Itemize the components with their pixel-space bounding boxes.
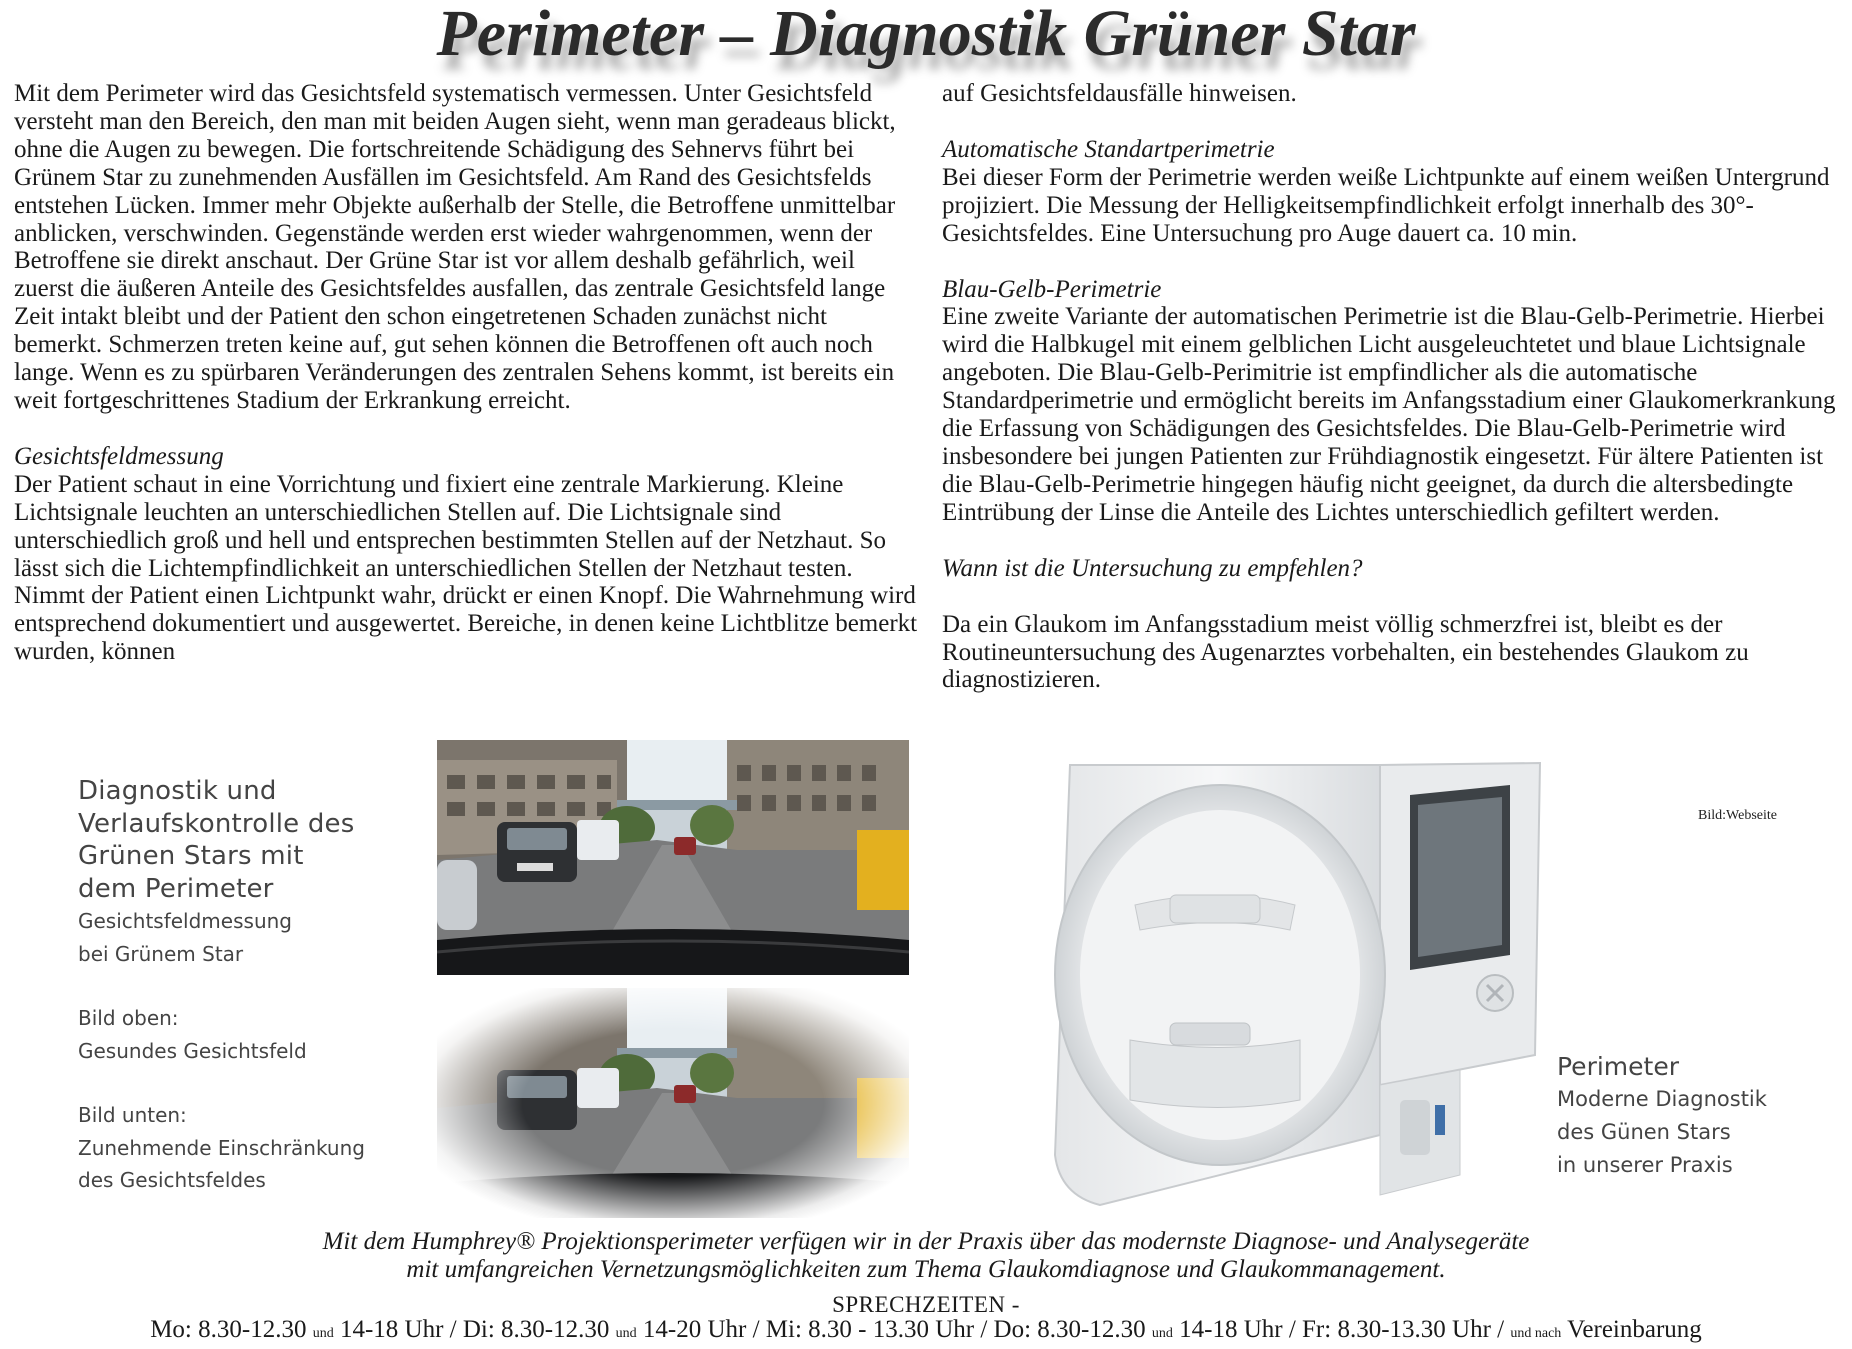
heading-standard-perimetry: Automatische Standartperimetrie — [942, 135, 1275, 163]
hours-segment: 14-18 Uhr / Di: 8.30-12.30 — [339, 1316, 610, 1343]
continuation-paragraph: auf Gesichtsfeldausfälle hinweisen. — [942, 80, 1297, 107]
office-hours — [0, 1316, 1852, 1344]
caption-line: Bild oben: — [78, 1006, 179, 1030]
intro-paragraph: Mit dem Perimeter wird das Gesichtsfeld systematisch vermessen. Unter Gesichtsfeld versteht man den Bereich, den man mit beiden Augen sieht, wenn man geradeaus blickt, ohne die Augen zu bewegen. Die fortschreitende Schädigung des Sehnervs führt bei Grünem Star zu zunehmenden Ausfällen im Gesichtsfeld. Am Rand des Gesichtsfelds entstehen Lücken. Immer mehr Objekte außerhalb der Stelle, die Betroffene unmittelbar anblicken, verschwinden. Gegenstände werden erst wieder wahrgenommen, wenn der Betroffene sie direkt anschaut. Der Grüne Star ist vor allem deshalb gefährlich, weil zuerst die äußeren Anteile des Gesichtsfeldes ausfallen, das zentrale Gesichtsfeld lange Zeit intakt bleibt und der Patient den schon eingetretenen Schaden zunächst nicht bemerkt. Schmerzen treten keine auf, gut sehen können die Betroffenen oft auch noch lange. Wenn es zu spürbaren Veränderungen des zentralen Sehens kommt, ist bereits ein weit fortgeschrittenes Stadium der Erkrankung erreicht. — [14, 80, 896, 414]
caption-line: Gesichtsfeldmessung — [78, 909, 292, 933]
street-photo-restricted — [437, 988, 909, 1218]
page-title: Perimeter – Diagnostik Grüner Star — [436, 0, 1416, 70]
hours-connector: und nach — [1510, 1326, 1562, 1341]
street-scene-image — [437, 740, 909, 975]
right-image-caption — [1557, 1050, 1837, 1182]
hours-segment: Mo: 8.30-12.30 — [150, 1316, 307, 1343]
left-image-caption — [78, 775, 418, 1197]
right-text-column — [942, 80, 1842, 694]
caption-line: Verlaufskontrolle des — [78, 808, 355, 839]
promo-line: Mit dem Humphrey® Projektionsperimeter verfügen wir in der Praxis über das modernste Diagnose- und Analysegeräte — [322, 1228, 1530, 1255]
caption-line: Gesundes Gesichtsfeld — [78, 1038, 307, 1063]
hours-connector: und — [615, 1326, 637, 1341]
blue-yellow-paragraph: Eine zweite Variante der automatischen Perimetrie ist die Blau-Gelb-Perimetrie. Hierbei wird die Halbkugel mit einem gelblichen Licht ausgeleuchtetet und blaue Lichtsignale angeboten. Die Blau-Gelb-Perimitrie ist empfindlicher als die automatische Standardperimetrie und ermöglicht bereits im Anfangsstadium einer Glaukomerkrankung die Erfassung von Schädigungen des Gesichtsfeldes. Die Blau-Gelb-Perimetrie wird insbesondere bei jungen Patienten zur Frühdiagnostik eingesetzt. Für ältere Patienten ist die Blau-Gelb-Perimetrie hingegen häufig nicht geeignet, da durch die altersbedingte Eintrübung der Linse die Anteile des Lichtes unterschiedlich gefiltert werden. — [942, 303, 1836, 526]
caption-line: Bild unten: — [78, 1103, 187, 1127]
caption-line: des Günen Stars — [1557, 1120, 1731, 1144]
hours-segment: Vereinbarung — [1567, 1316, 1702, 1343]
caption-line: Zunehmende Einschränkung — [78, 1135, 365, 1160]
perimeter-device-image — [1040, 755, 1580, 1210]
image-credit: Bild:Webseite — [1698, 808, 1777, 823]
heading-recommendation: Wann ist die Untersuchung zu empfehlen? — [942, 554, 1363, 582]
caption-line: Diagnostik und — [78, 776, 277, 806]
left-text-column — [14, 80, 919, 666]
heading-measurement: Gesichtsfeldmessung — [14, 442, 224, 470]
caption-line: des Gesichtsfeldes — [78, 1168, 266, 1192]
caption-line: dem Perimeter — [78, 873, 274, 904]
hours-segment: 14-18 Uhr / Fr: 8.30-13.30 Uhr / — [1179, 1316, 1505, 1343]
hours-title: SPRECHZEITEN - — [832, 1292, 1020, 1317]
hours-connector: und — [1151, 1326, 1173, 1341]
caption-line: bei Grünem Star — [78, 941, 244, 966]
caption-line: in unserer Praxis — [1557, 1153, 1733, 1177]
promo-text — [0, 1228, 1852, 1284]
standard-perimetry-paragraph: Bei dieser Form der Perimetrie werden weiße Lichtpunkte auf einem weißen Untergrund projiziert. Die Messung der Helligkeitsempfindlichkeit erfolgt innerhalb des 30°-Gesichtsfeldes. Eine Untersuchung pro Auge dauert ca. 10 min. — [942, 163, 1830, 247]
heading-blue-yellow-perimetry: Blau-Gelb-Perimetrie — [942, 275, 1162, 303]
street-photo-healthy — [437, 740, 909, 975]
hours-segment: 14-20 Uhr / Mi: 8.30 - 13.30 Uhr / Do: 8.30-12.30 — [642, 1316, 1146, 1343]
recommendation-paragraph: Da ein Glaukom im Anfangsstadium meist völlig schmerzfrei ist, bleibt es der Routineuntersuchung des Augenarztes vorbehalten, ein bestehendes Glaukom zu diagnostizieren. — [942, 610, 1749, 694]
caption-line: Grünen Stars mit — [78, 841, 304, 871]
caption-line: Moderne Diagnostik — [1557, 1087, 1767, 1111]
promo-line: mit umfangreichen Vernetzungsmöglichkeiten zum Thema Glaukomdiagnose und Glaukommanagement. — [406, 1256, 1446, 1283]
caption-title: Perimeter — [1557, 1052, 1679, 1081]
hours-connector: und — [312, 1326, 334, 1341]
measurement-paragraph: Der Patient schaut in eine Vorrichtung und fixiert eine zentrale Markierung. Kleine Lichtsignale leuchten an unterschiedlichen Stellen auf. Die Lichtsignale sind unterschiedlich groß und hell und entsprechen bestimmten Stellen auf der Netzhaut. So lässt sich die Lichtempfindlichkeit an unterschiedlichen Stellen der Netzhaut testen. Nimmt der Patient einen Lichtpunkt wahr, drückt er einen Knopf. Die Wahrnehmung wird entsprechend dokumentiert und ausgewertet. Bereiche, in denen keine Lichtblitze bemerkt wurden, können — [14, 470, 918, 666]
